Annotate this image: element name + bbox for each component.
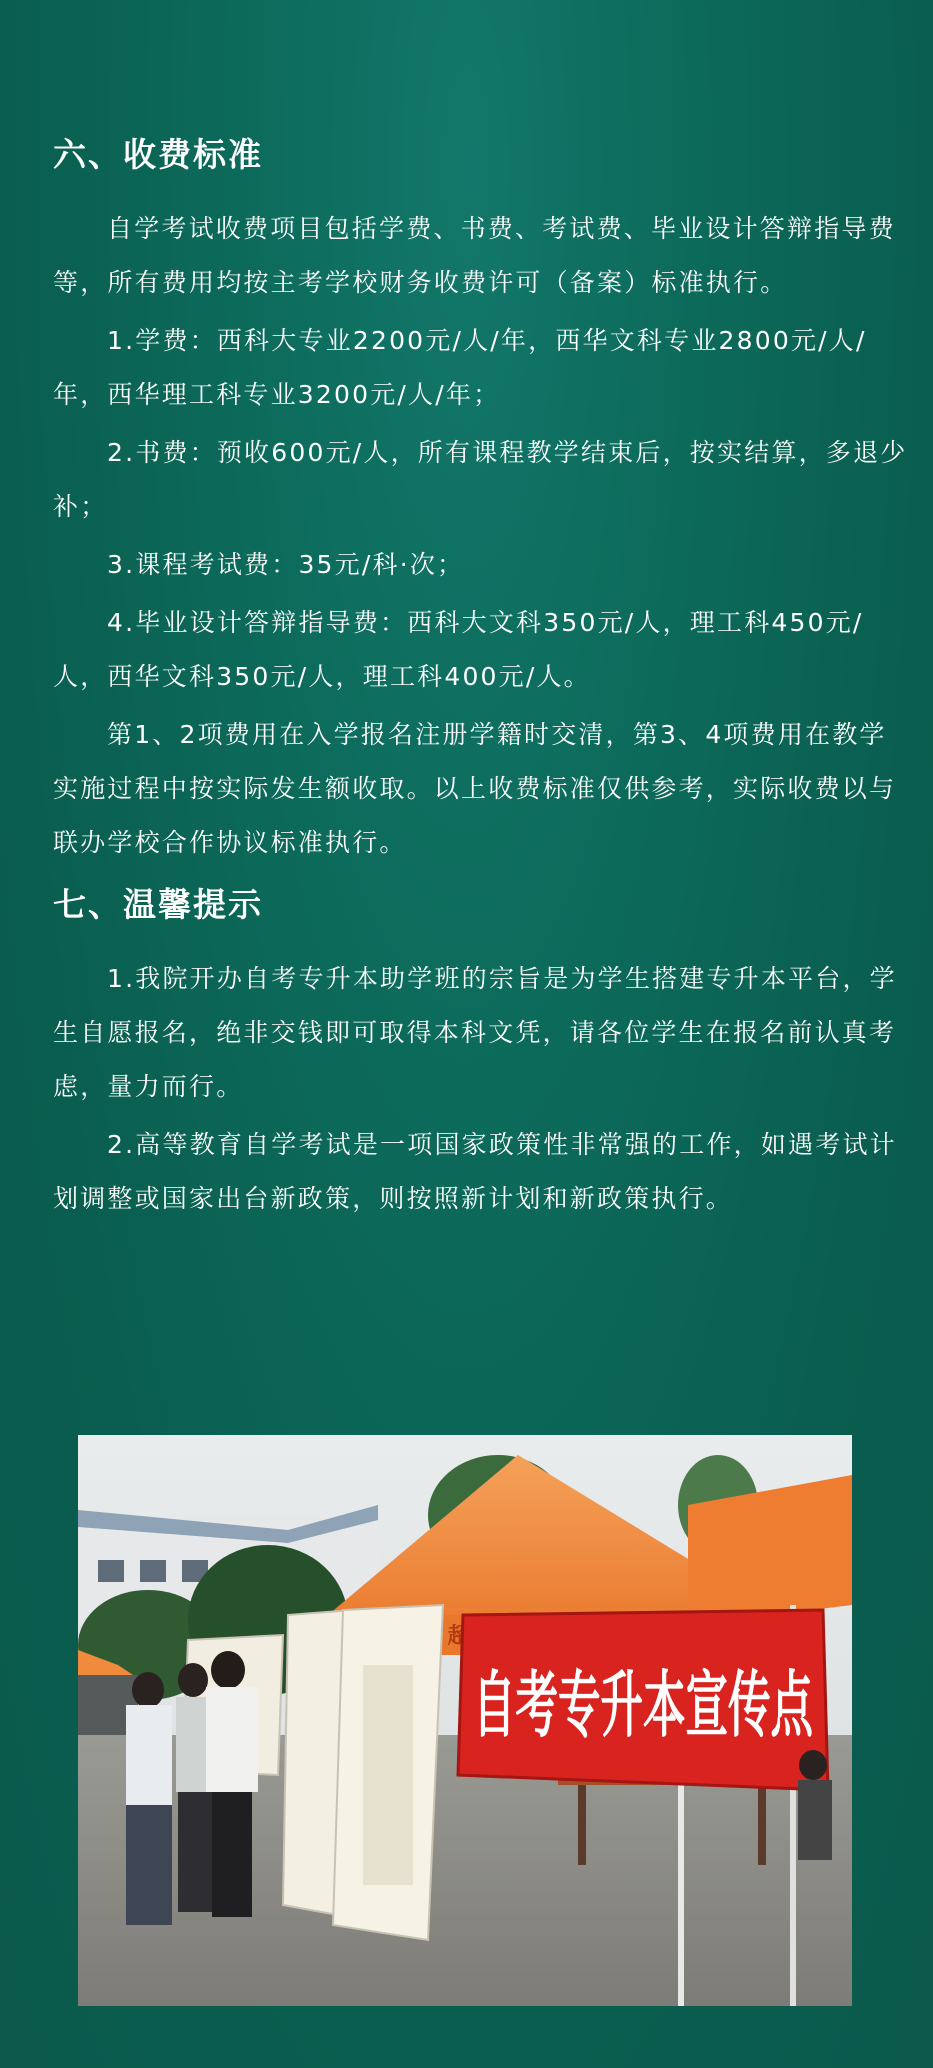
- section-6-intro: 自学考试收费项目包括学费、书费、考试费、毕业设计答辩指导费等，所有费用均按主考学校财务收费许可（备案）标准执行。: [53, 214, 896, 297]
- section-6-item-1: 1.学费：西科大专业2200元/人/年，西华文科专业2800元/人/年，西华理工科专业3200元/人/年；: [53, 326, 867, 409]
- section-6-title: 六、收费标准: [53, 135, 263, 174]
- section-6-item-3: 3.课程考试费：35元/科·次；: [107, 550, 465, 579]
- section-6-item-2: 2.书费：预收600元/人，所有课程教学结束后，按实结算，多退少补；: [53, 438, 908, 521]
- fee-and-tips-content: [53, 128, 911, 1226]
- promotion-booth-photo: [78, 1435, 852, 2006]
- section-7-item-1: 1.我院开办自考专升本助学班的宗旨是为学生搭建专升本平台，学生自愿报名，绝非交钱即可取得本科文凭，请各位学生在报名前认真考虑，量力而行。: [53, 964, 897, 1101]
- section-6-item-4: 4.毕业设计答辩指导费：西科大文科350元/人，理工科450元/人，西华文科350元/人，理工科400元/人。: [53, 608, 864, 691]
- banner-text: 自考专升本宣传点: [473, 1663, 815, 1747]
- section-6-note: 第1、2项费用在入学报名注册学籍时交清，第3、4项费用在教学实施过程中按实际发生额收取。以上收费标准仅供参考，实际收费以与联办学校合作协议标准执行。: [53, 720, 897, 857]
- section-7-title: 七、温馨提示: [53, 885, 263, 924]
- section-7-item-2: 2.高等教育自学考试是一项国家政策性非常强的工作，如遇考试计划调整或国家出台新政策，则按照新计划和新政策执行。: [53, 1130, 897, 1213]
